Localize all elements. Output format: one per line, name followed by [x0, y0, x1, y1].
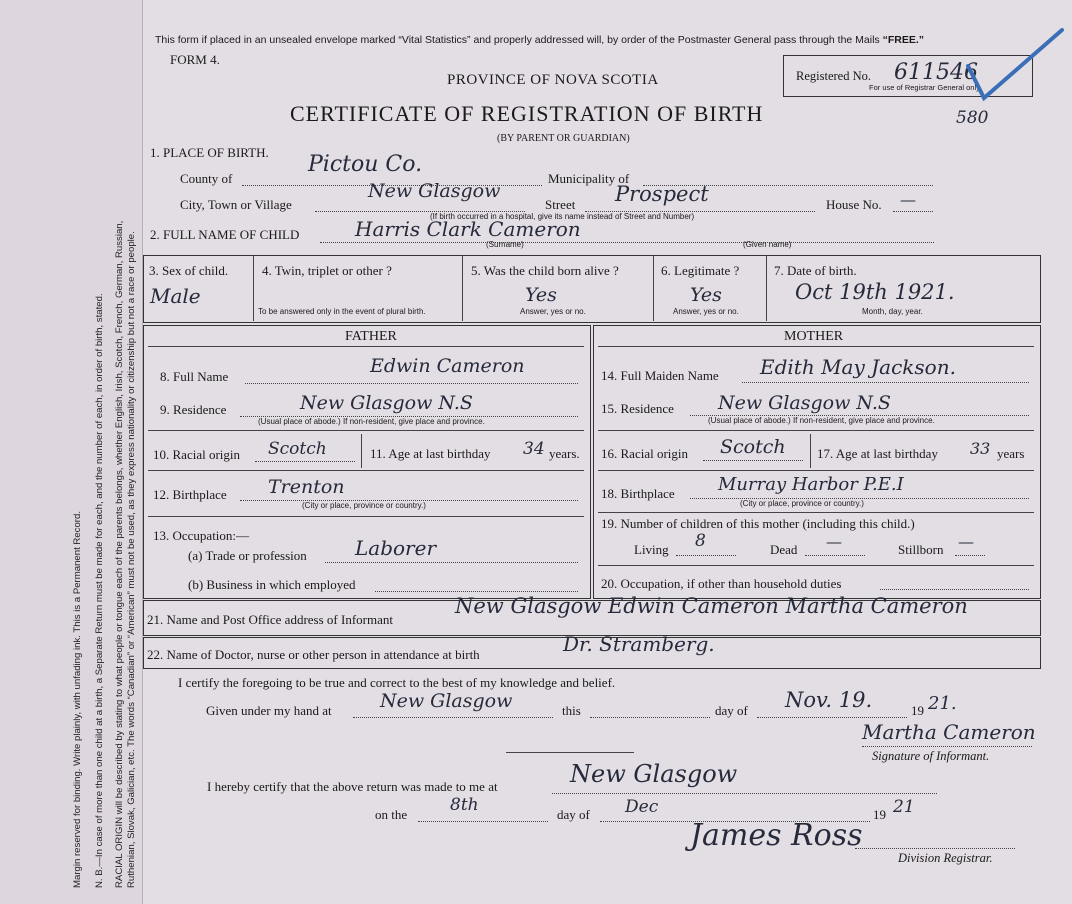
mother-residence-label: 15. Residence [601, 401, 674, 416]
father-residence-label: 9. Residence [160, 402, 227, 417]
stillborn-value: — [958, 532, 974, 551]
mother-residence-value: New Glasgow N.S [718, 392, 891, 414]
mother-heading: MOTHER [784, 329, 844, 344]
father-birthplace-note: (City or place, province or country.) [302, 501, 426, 510]
legitimate-note: Answer, yes or no. [673, 307, 739, 316]
dead-value: — [826, 532, 842, 551]
on-the-label: on the [375, 807, 408, 822]
year-prefix: 19 [911, 703, 924, 718]
margin-line-3: RACIAL ORIGIN will be described by stating to what people or tongue each of the parents belongs, whether English, Irish, Scotch, French, German, Russian, [114, 220, 125, 888]
date-of-birth-value: Oct 19th 1921. [795, 280, 955, 304]
margin-line-2: N. B.—In case of more than one child at a birth, a Separate Return must be made for each, and the number of each, in order of birth, stated. [94, 293, 105, 888]
check-mark-icon [966, 26, 1066, 106]
province-heading: PROVINCE OF NOVA SCOTIA [447, 72, 659, 88]
mother-name-value: Edith May Jackson. [760, 355, 956, 379]
binding-margin [0, 0, 143, 904]
father-birthplace-label: 12. Birthplace [153, 487, 227, 502]
father-age-label: 11. Age at last birthday [370, 446, 491, 461]
mother-birthplace-label: 18. Birthplace [601, 486, 675, 501]
mother-race-label: 16. Racial origin [601, 446, 689, 461]
hospital-note: (If birth occurred in a hospital, give its name instead of Street and Number) [430, 212, 695, 221]
father-years-label: years. [549, 446, 580, 461]
father-residence-note: (Usual place of abode.) If non-resident, give place and province. [258, 417, 485, 426]
given-name-note: (Given name) [743, 240, 792, 249]
children-label: 19. Number of children of this mother (including this child.) [601, 516, 915, 531]
occupation-label: 13. Occupation:— [153, 528, 250, 543]
legitimate-value: Yes [690, 284, 722, 306]
margin-line-4: Ruthenian, Slovak, Galician, etc. The words “Canadian” or “American” must not be used, as they express nationality or citizenship but not a race or people. [126, 231, 137, 888]
stamp-number: 580 [956, 108, 989, 128]
mother-birthplace-value: Murray Harbor P.E.I [718, 474, 904, 495]
division-registrar-label: Division Registrar. [898, 851, 993, 865]
alive-value: Yes [525, 284, 557, 306]
registrar-note: For use of Registrar General only [869, 83, 980, 92]
day-of-label: day of [715, 703, 748, 718]
city-value: New Glasgow [368, 180, 501, 202]
trade-label: (a) Trade or profession [188, 548, 307, 563]
mother-age-value: 33 [970, 439, 991, 458]
signature-informant-label: Signature of Informant. [872, 749, 990, 763]
legitimate-label: 6. Legitimate ? [661, 263, 740, 278]
mother-occupation-label: 20. Occupation, if other than household duties [601, 576, 842, 591]
trade-value: Laborer [355, 536, 437, 560]
margin-line-1: Margin reserved for binding. Write plainly, with unfading ink. This is a Permanent Record. [72, 511, 83, 888]
registered-label: Registered No. [796, 69, 871, 83]
on-month-value: Dec [625, 797, 659, 817]
alive-note: Answer, yes or no. [520, 307, 586, 316]
mother-birthplace-note: (City or place, province or country.) [740, 499, 864, 508]
informant-signature: Martha Cameron [862, 720, 1036, 744]
informant-label: 21. Name and Post Office address of Informant [147, 612, 393, 627]
doctor-value: Dr. Stramberg. [563, 632, 715, 656]
hereby-statement: I hereby certify that the above return was made to me at [207, 779, 498, 794]
on-day-value: 8th [450, 795, 479, 815]
certificate-subtitle: (BY PARENT OR GUARDIAN) [497, 133, 630, 144]
county-value: Pictou Co. [308, 152, 423, 177]
county-label: County of [180, 171, 233, 186]
given-date-value: Nov. 19. [785, 688, 873, 712]
living-value: 8 [695, 531, 706, 551]
father-heading: FATHER [345, 329, 397, 344]
mother-race-value: Scotch [720, 436, 786, 458]
on-year-value: 21 [893, 797, 915, 817]
sex-value: Male [150, 284, 201, 308]
twin-note: To be answered only in the event of plural birth. [258, 307, 426, 316]
street-value: Prospect [615, 182, 709, 206]
street-label: Street [545, 197, 576, 212]
given-at-value: New Glasgow [380, 690, 513, 712]
father-name-value: Edwin Cameron [370, 355, 525, 377]
mail-notice: This form if placed in an unsealed envelope marked “Vital Statistics” and properly addressed will, by order of the Postmaster General pass through the Mails “FREE.” [155, 34, 925, 46]
mother-name-label: 14. Full Maiden Name [601, 368, 719, 383]
house-no-label: House No. [826, 197, 882, 212]
living-label: Living [634, 542, 669, 557]
city-label: City, Town or Village [180, 197, 292, 212]
certify-statement: I certify the foregoing to be true and correct to the best of my knowledge and belief. [178, 675, 616, 690]
father-race-value: Scotch [268, 439, 327, 459]
mother-age-label: 17. Age at last birthday [817, 446, 938, 461]
made-at-value: New Glasgow [570, 760, 738, 788]
father-race-label: 10. Racial origin [153, 447, 241, 462]
date-note: Month, day, year. [862, 307, 923, 316]
informant-value: New Glasgow Edwin Cameron Martha Cameron [455, 594, 968, 618]
given-under-label: Given under my hand at [206, 703, 332, 718]
father-birthplace-value: Trenton [268, 476, 345, 498]
father-age-value: 34 [523, 439, 545, 459]
surname-note: (Surname) [486, 240, 524, 249]
father-name-label: 8. Full Name [160, 369, 229, 384]
sex-label: 3. Sex of child. [149, 263, 229, 278]
alive-label: 5. Was the child born alive ? [471, 263, 619, 278]
form-number: FORM 4. [170, 52, 220, 67]
certificate-title: CERTIFICATE OF REGISTRATION OF BIRTH [290, 101, 764, 126]
day-of-label-2: day of [557, 807, 590, 822]
this-label: this [562, 703, 581, 718]
dead-label: Dead [770, 542, 798, 557]
twin-label: 4. Twin, triplet or other ? [262, 263, 392, 278]
given-year-value: 21. [928, 693, 957, 714]
child-name-label: 2. FULL NAME OF CHILD [150, 227, 300, 242]
year-prefix-2: 19 [873, 807, 886, 822]
registered-number: 611546 [894, 60, 978, 85]
place-of-birth-heading: 1. PLACE OF BIRTH. [150, 145, 269, 160]
mother-years-label: years [997, 446, 1025, 461]
business-label: (b) Business in which employed [188, 577, 356, 592]
child-name-value: Harris Clark Cameron [355, 217, 581, 241]
date-of-birth-label: 7. Date of birth. [774, 263, 857, 278]
margin-instructions [72, 8, 138, 888]
house-no-value: — [900, 190, 916, 209]
doctor-label: 22. Name of Doctor, nurse or other person in attendance at birth [147, 647, 480, 662]
mother-residence-note: (Usual place of abode.) If non-resident, give place and province. [708, 416, 935, 425]
registrar-signature: James Ross [690, 818, 863, 853]
municipality-label: Municipality of [548, 171, 630, 186]
stillborn-label: Stillborn [898, 542, 944, 557]
father-residence-value: New Glasgow N.S [300, 392, 473, 414]
